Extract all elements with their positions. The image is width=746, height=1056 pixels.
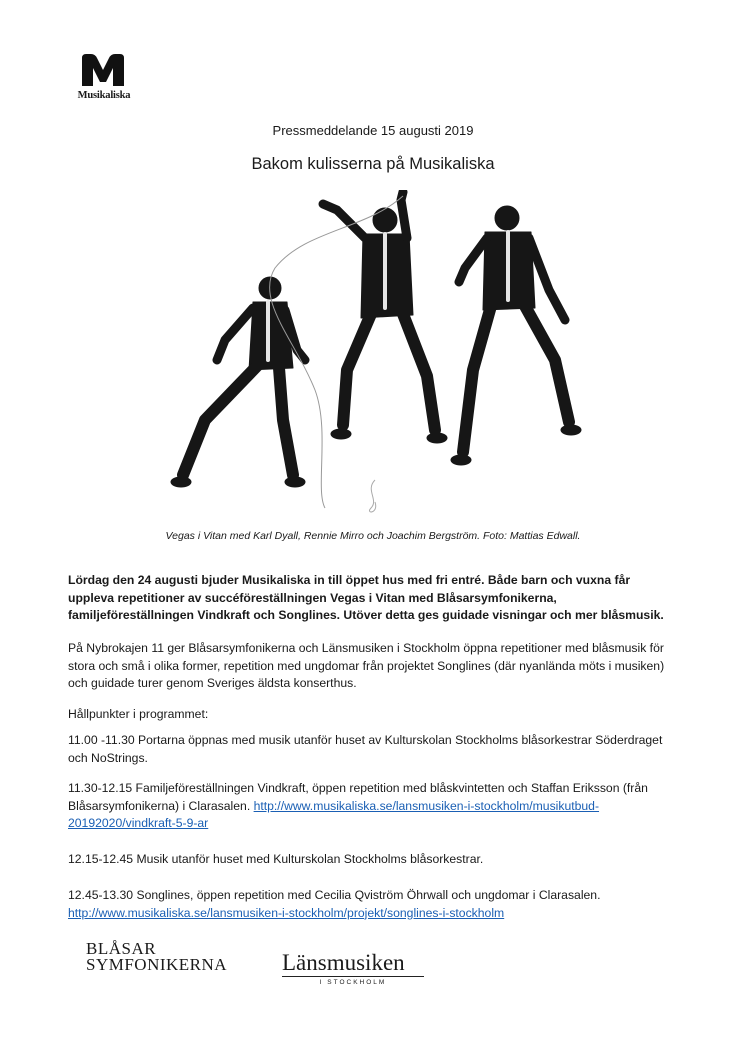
press-photo — [165, 190, 585, 515]
program-item — [68, 780, 668, 833]
program-item — [68, 887, 668, 922]
program-item: 12.15-12.45 Musik utanför huset med Kulturskolan Stockholms blåsorkestrar. — [68, 852, 484, 866]
musikaliska-logo-icon — [80, 52, 126, 88]
lansmusiken-logo: Länsmusiken — [282, 950, 405, 975]
logo-wordmark: Musikaliska — [77, 90, 131, 101]
lansmusiken-divider — [282, 976, 424, 977]
program-heading: Hållpunkter i programmet: — [68, 707, 209, 721]
blasar-line1: BLÅSAR — [86, 939, 157, 958]
photo-caption: Vegas i Vitan med Karl Dyall, Rennie Mirro och Joachim Bergström. Foto: Mattias Edwall. — [165, 530, 581, 542]
lead-paragraph: Lördag den 24 augusti bjuder Musikaliska in till öppet hus med fri entré. Både barn och vuxna får uppleva repetitioner av succéföreställningen Vegas i Vitan med Blåsarsymfonikerna, familjeföreställningen Vindkraft och Songlines. Utöver detta ges guidade visningar och mer blåsmusik. — [68, 573, 664, 622]
songlines-link[interactable]: http://www.musikaliska.se/lansmusiken-i-stockholm/projekt/songlines-i-stockholm — [68, 905, 505, 920]
lansmusiken-subtitle: I STOCKHOLM — [319, 979, 387, 986]
performer-left — [171, 277, 305, 487]
blasar-line2: SYMFONIKERNA — [86, 955, 228, 974]
page-title: Bakom kulisserna på Musikaliska — [251, 155, 495, 173]
performer-right — [451, 206, 581, 465]
program-item: 11.00 -11.30 Portarna öppnas med musik utanför huset av Kulturskolan Stockholms blåsorkestrar Söderdraget och NoStrings. — [68, 733, 663, 765]
blasarsymfonikerna-logo — [86, 941, 227, 973]
program-item-text: 11.30-12.15 Familjeföreställningen Vindkraft, öppen repetition med blåskvintetten och Staffan Eriksson (från Blåsarsymfonikerna) i Clarasalen. — [68, 781, 648, 813]
intro-paragraph: På Nybrokajen 11 ger Blåsarsymfonikerna och Länsmusiken i Stockholm öppna repetitioner med blåsmusik för stora och små i olika former, repetition med ungdomar från projektet Songlines (där nyanlända möts i musiken) och guidade turer genom Sveriges äldsta konserthus. — [68, 641, 665, 690]
program-item-text: 12.45-13.30 Songlines, öppen repetition med Cecilia Qviström Öhrwall och ungdomar i Clarasalen. — [68, 888, 601, 902]
press-release-date: Pressmeddelande 15 augusti 2019 — [272, 123, 474, 138]
vindkraft-link[interactable]: http://www.musikaliska.se/lansmusiken-i-stockholm/musikutbud-20192020/vindkraft-5-9-ar — [68, 798, 600, 830]
performer-middle — [323, 192, 447, 443]
